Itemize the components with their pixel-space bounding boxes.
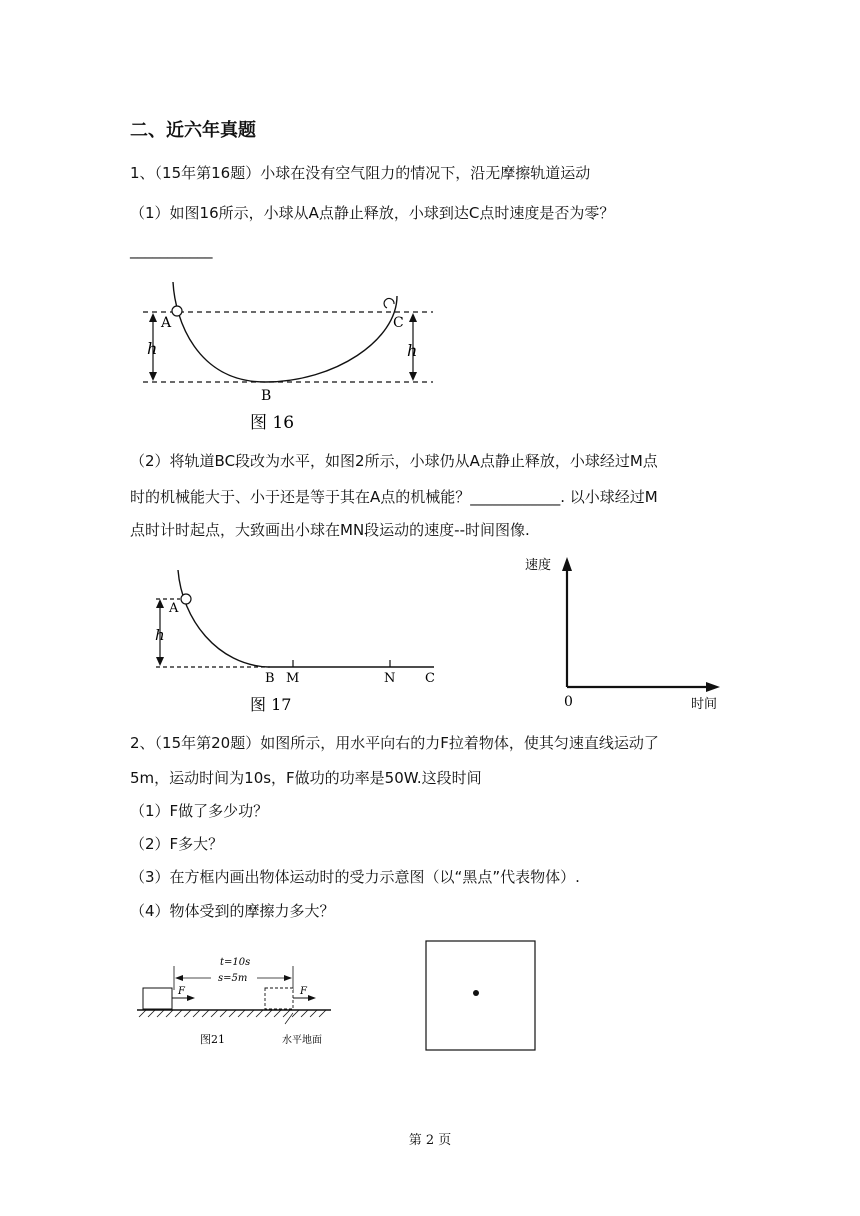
label-m: M [286,671,300,686]
page-footer: 第 2 页 [408,1133,452,1148]
curved-track [173,282,397,382]
q2-part4: （4）物体受到的摩擦力多大？ [130,902,335,920]
label-b: B [261,388,272,404]
x-axis-label: 时间 [691,697,718,712]
ground-hatching [139,1010,326,1017]
q1-stem: 1、（15年第16题）小球在没有空气阻力的情况下，沿无摩擦轨道运动 [130,164,591,182]
q2-part1: （1）F做了多少功？ [130,802,269,820]
object-dot [473,990,479,996]
force-label-start: F [178,986,185,997]
figure-17-caption: 图 17 [250,695,292,714]
label-h: h [155,626,165,644]
figure-21 [135,950,345,1050]
q1-part2-line1: （2）将轨道BC段改为水平，如图2所示，小球仍从A点静止释放，小球经过M点 [130,452,658,470]
figure-16 [135,280,445,435]
force-diagram-box [425,940,537,1052]
answer-box [426,941,535,1050]
label-c: C [425,671,435,686]
ball-outline-c [384,298,394,308]
figure-21-caption: 图21 [200,1033,225,1046]
label-h-left: h [147,339,158,358]
q1-part2-line3: 点时计时起点，大致画出小球在MN段运动的速度--时间图像. [130,521,530,539]
y-axis-label: 速度 [525,558,552,573]
y-axis-arrow-icon [562,557,572,571]
label-n: N [384,671,396,686]
q1-part1: （1）如图16所示，小球从A点静止释放，小球到达C点时速度是否为零？ [130,204,615,222]
q2-part2: （2）F多大？ [130,835,224,853]
distance-label: s=5m [218,973,248,984]
figure-17 [150,565,440,715]
time-label: t=10s [220,957,251,968]
ground-leader-line [285,1013,293,1024]
x-axis-arrow-icon [706,682,720,692]
q1-part2-line2: 时的机械能大于、小于还是等于其在A点的机械能？____________. 以小球经过M [130,488,658,506]
label-a: A [169,601,179,616]
section-title: 二、近六年真题 [130,120,256,141]
block-end [265,988,293,1009]
q1-answer-blank-1: ___________ [130,241,213,259]
label-h-right: h [407,341,418,360]
force-label-end: F [300,986,307,997]
label-b: B [265,671,275,686]
q2-stem-line2: 5m，运动时间为10s，F做功的功率是50W.这段时间 [130,769,482,787]
label-a: A [161,315,172,331]
curved-track [178,570,268,667]
q2-stem-line1: 2、（15年第20题）如图所示，用水平向右的力F拉着物体，使其匀速直线运动了 [130,734,659,752]
ground-label: 水平地面 [282,1035,322,1046]
origin-label: 0 [564,694,573,710]
q2-part3: （3）在方框内画出物体运动时的受力示意图（以“黑点”代表物体）. [130,868,580,886]
velocity-time-axes [520,553,730,713]
ball-icon [172,306,182,316]
block-start [143,988,172,1009]
ball-icon [181,594,191,604]
figure-16-caption: 图 16 [250,413,295,433]
label-c: C [393,315,404,331]
